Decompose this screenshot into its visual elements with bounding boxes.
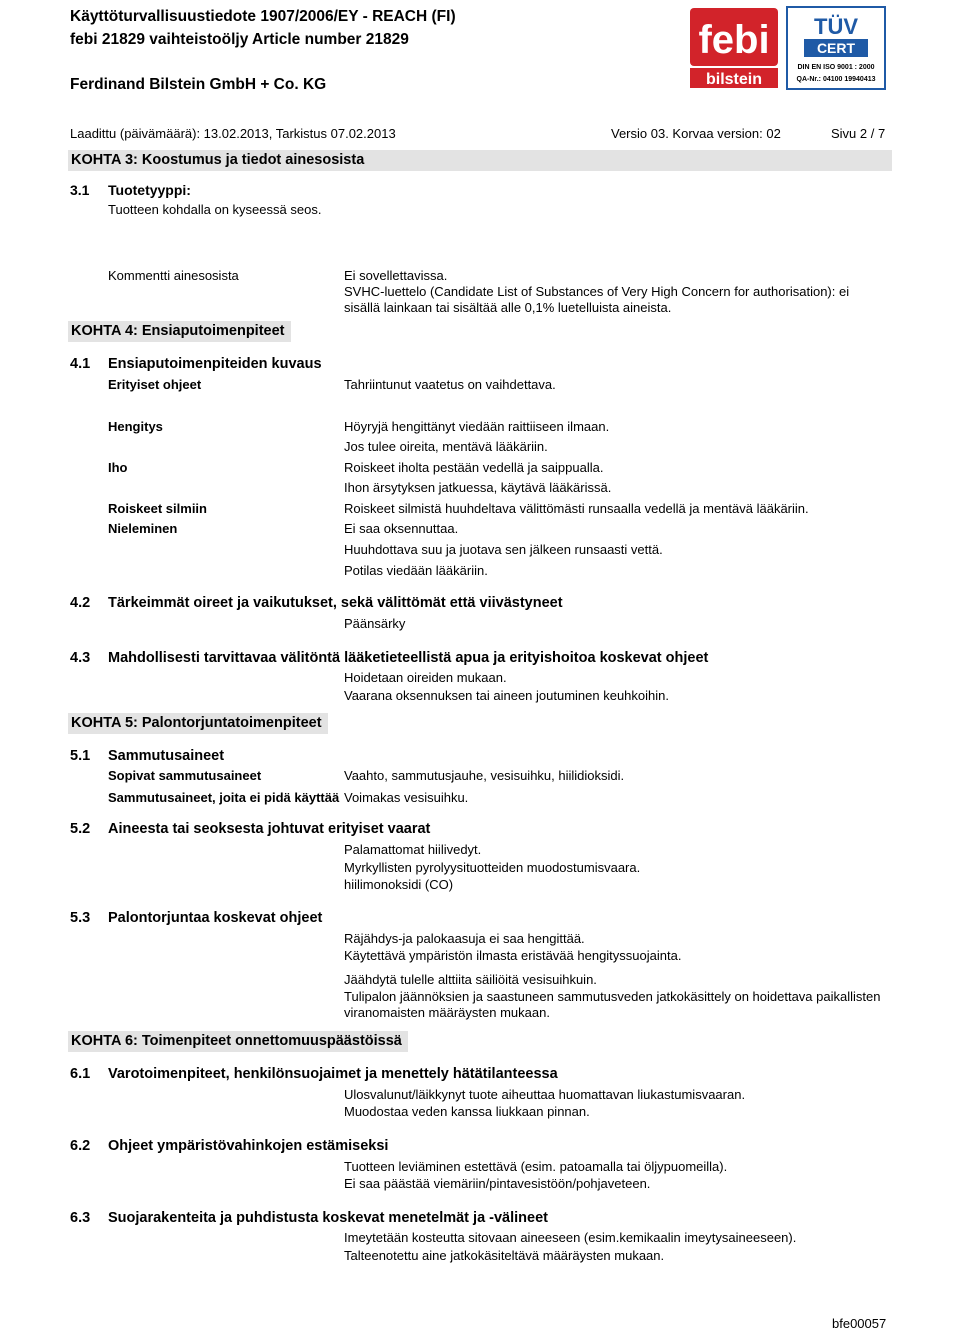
section-5-heading: KOHTA 5: Palontorjuntatoimenpiteet	[68, 713, 328, 734]
firefighting-line: Käytettävä ympäristön ilmasta eristävää hengityssuojainta.	[344, 948, 682, 963]
subsection-title: Palontorjuntaa koskevat ohjeet	[108, 910, 323, 926]
subsection-title: Suojarakenteita ja puhdistusta koskevat menetelmät ja -välineet	[108, 1210, 548, 1226]
subsection-number: 4.1	[70, 356, 91, 372]
subsection-number: 6.1	[70, 1066, 91, 1082]
subsection-title: Mahdollisesti tarvittavaa välitöntä lääketieteellistä apua ja erityishoitoa koskevat ohjeet	[108, 650, 709, 666]
section-4-heading: KOHTA 4: Ensiaputoimenpiteet	[68, 321, 291, 342]
precaution-line: Ulosvalunut/läikkynyt tuote aiheuttaa huomattavan liukastumisvaaran.	[344, 1087, 746, 1102]
company-name: Ferdinand Bilstein GmbH + Co. KG	[70, 76, 327, 93]
svg-text:febi: febi	[698, 18, 770, 62]
subsection-4-1-heading	[70, 356, 322, 372]
document-version: Versio 03. Korvaa version: 02	[611, 126, 781, 141]
medical-advice-line: Vaarana oksennuksen tai aineen joutuminen keuhkoihin.	[344, 688, 669, 703]
suitable-media-label: Sopivat sammutusaineet	[108, 768, 262, 783]
febi-bilstein-logo	[688, 6, 780, 90]
subsection-4-3-heading	[70, 650, 708, 666]
ingredients-comment-label: Kommentti ainesosista	[108, 268, 239, 283]
hazard-line: Myrkyllisten pyrolyysituotteiden muodostumisvaara.	[344, 860, 641, 875]
subsection-title: Aineesta tai seoksesta johtuvat erityiset vaarat	[108, 821, 431, 837]
firefighting-line: viranomaisten määräysten mukaan.	[344, 1005, 550, 1020]
special-instructions-text: Tahriintunut vaatetus on vaihdettava.	[344, 377, 556, 392]
ingestion-label: Nieleminen	[108, 521, 178, 536]
document-dates: Laadittu (päivämäärä): 13.02.2013, Tarkistus 07.02.2013	[70, 126, 396, 141]
medical-advice-line: Hoidetaan oireiden mukaan.	[344, 670, 507, 685]
first-aid-line: Höyryjä hengittänyt viedään raittiiseen ilmaan.	[344, 419, 610, 434]
svhc-text-line1: SVHC-luettelo (Candidate List of Substances of Very High Concern for authorisation): ei	[344, 284, 850, 299]
special-instructions-label: Erityiset ohjeet	[108, 377, 202, 392]
product-title: febi 21829 vaihteistoöljy Article number 21829	[70, 31, 409, 48]
unsuitable-media-label: Sammutusaineet, joita ei pidä käyttää	[108, 790, 340, 805]
inhalation-label: Hengitys	[108, 419, 163, 434]
subsection-5-3-heading	[70, 910, 322, 926]
first-aid-line: Roiskeet iholta pestään vedellä ja saippualla.	[344, 460, 604, 475]
firefighting-line: Jäähdytä tulelle alttiita säiliöitä vesisuihkuin.	[344, 972, 597, 987]
subsection-number: 5.1	[70, 748, 91, 764]
symptoms-text: Päänsärky	[344, 616, 406, 631]
product-type-text: Tuotteen kohdalla on kyseessä seos.	[108, 202, 322, 217]
subsection-3-1-heading	[70, 182, 191, 198]
firefighting-line: Räjähdys-ja palokaasuja ei saa hengittää.	[344, 931, 585, 946]
subsection-4-2-heading	[70, 595, 563, 611]
tuv-cert-logo	[786, 6, 886, 90]
subsection-title: Ohjeet ympäristövahinkojen estämiseksi	[108, 1138, 389, 1154]
precaution-line: Muodostaa veden kanssa liukkaan pinnan.	[344, 1104, 590, 1119]
subsection-number: 5.3	[70, 910, 91, 926]
subsection-title: Sammutusaineet	[108, 748, 225, 764]
skin-label: Iho	[108, 460, 128, 475]
subsection-title: Tärkeimmät oireet ja vaikutukset, sekä välittömät että viivästyneet	[108, 595, 563, 611]
hazard-line: Palamattomat hiilivedyt.	[344, 842, 482, 857]
subsection-number: 6.3	[70, 1210, 91, 1226]
subsection-number: 4.3	[70, 650, 91, 666]
first-aid-line: Ihon ärsytyksen jatkuessa, käytävä lääkärissä.	[344, 480, 612, 495]
document-title: Käyttöturvallisuustiedote 1907/2006/EY - REACH (FI)	[70, 8, 456, 25]
subsection-6-1-heading	[70, 1066, 558, 1082]
subsection-title: Ensiaputoimenpiteiden kuvaus	[108, 356, 322, 372]
hazard-line: hiilimonoksidi (CO)	[344, 877, 454, 892]
subsection-title: Tuotetyyppi:	[108, 182, 191, 198]
svg-text:DIN EN ISO 9001 : 2000: DIN EN ISO 9001 : 2000	[797, 64, 875, 71]
subsection-5-1-heading	[70, 748, 224, 764]
section-3-heading: KOHTA 3: Koostumus ja tiedot ainesosista	[68, 150, 892, 171]
suitable-media-text: Vaahto, sammutusjauhe, vesisuihku, hiilidioksidi.	[344, 768, 625, 783]
first-aid-line: Huuhdottava suu ja juotava sen jälkeen runsaasti vettä.	[344, 542, 663, 557]
eye-label: Roiskeet silmiin	[108, 501, 207, 516]
environment-line: Tuotteen leviäminen estettävä (esim. patoamalla tai öljypuomeilla).	[344, 1159, 728, 1174]
first-aid-line: Jos tulee oireita, mentävä lääkäriin.	[344, 439, 548, 454]
first-aid-line: Roiskeet silmistä huuhdeltava välittömästi runsaalla vedellä ja mentävä lääkäriin.	[344, 501, 809, 516]
page-number: Sivu 2 / 7	[831, 126, 886, 141]
svg-text:bilstein: bilstein	[705, 71, 763, 88]
subsection-number: 5.2	[70, 821, 91, 837]
svg-text:QA-Nr.: 04100 19940413: QA-Nr.: 04100 19940413	[796, 76, 876, 83]
subsection-number: 6.2	[70, 1138, 91, 1154]
svg-text:TÜV: TÜV	[814, 14, 858, 39]
footer-document-code: bfe00057	[832, 1316, 887, 1331]
first-aid-line: Potilas viedään lääkäriin.	[344, 563, 488, 578]
section-6-heading: KOHTA 6: Toimenpiteet onnettomuuspäästöissä	[68, 1031, 408, 1052]
containment-line: Imeytetään kosteutta sitovaan aineeseen (esim.kemikaalin imeytysaineeseen).	[344, 1230, 797, 1245]
subsection-title: Varotoimenpiteet, henkilönsuojaimet ja menettely hätätilanteessa	[108, 1066, 558, 1082]
svhc-text-line2: sisällä lainkaan tai sisältää alle 0,1% luetelluista aineista.	[344, 300, 672, 315]
first-aid-line: Ei saa oksennuttaa.	[344, 521, 459, 536]
environment-line: Ei saa päästää viemäriin/pintavesistöön/pohjaveteen.	[344, 1176, 651, 1191]
ingredients-comment-text: Ei sovellettavissa.	[344, 268, 448, 283]
subsection-6-3-heading	[70, 1210, 548, 1226]
firefighting-line: Tulipalon jäännöksien ja saastuneen sammutusveden jatkokäsittely on hoidettava paikallisten	[344, 989, 881, 1004]
subsection-6-2-heading	[70, 1138, 388, 1154]
unsuitable-media-text: Voimakas vesisuihku.	[344, 790, 469, 805]
subsection-number: 3.1	[70, 182, 90, 198]
svg-text:CERT: CERT	[816, 40, 856, 56]
containment-line: Talteenotettu aine jatkokäsiteltävä määräysten mukaan.	[344, 1248, 665, 1263]
subsection-5-2-heading	[70, 821, 430, 837]
subsection-number: 4.2	[70, 595, 91, 611]
